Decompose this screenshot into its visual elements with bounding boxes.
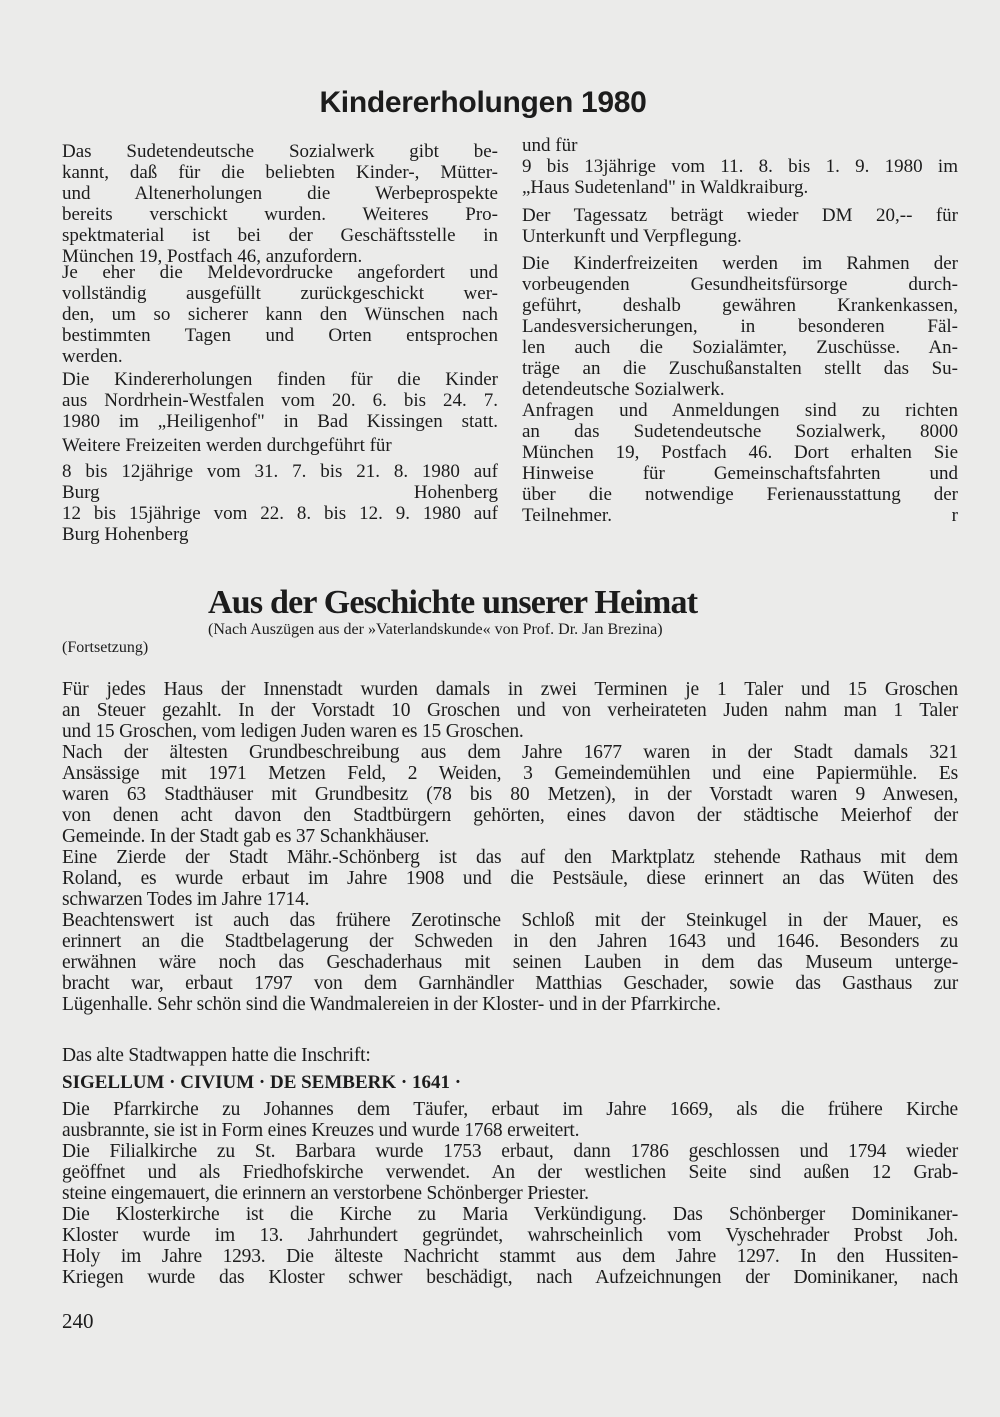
text-line: von denen acht davon den Stadtbürgern gehörten, eines davon der städtische Meierhof der	[62, 805, 958, 826]
text-line: Kriegen wurde das Kloster schwer beschädigt, nach Aufzeichnungen der Dominikaner, nach	[62, 1267, 958, 1288]
paragraph-lines	[62, 1141, 958, 1204]
text-line: geführt, deshalb gewähren Krankenkassen,	[522, 295, 958, 316]
text-line: bracht war, erbaut 1797 von dem Garnhändler Matthias Geschader, sowie das Gasthaus zur	[62, 973, 958, 994]
article-subtitle: (Nach Auszügen aus der »Vaterlandskunde« von Prof. Dr. Jan Brezina)	[208, 621, 663, 638]
text-line: Anfragen und Anmeldungen sind zu richten	[522, 400, 958, 421]
page-number: 240	[62, 1309, 94, 1333]
text-line: und für	[522, 135, 578, 156]
text-line: steine eingemauert, die erinnern an verstorbene Schönberger Priester.	[62, 1183, 589, 1204]
paragraph	[62, 369, 498, 432]
paragraph	[62, 435, 498, 456]
paragraph-lines	[62, 742, 958, 847]
text-line: detendeutsche Sozialwerk.	[522, 379, 725, 400]
text-line: Kloster wurde im 13. Jahrhundert gegründet, wahrscheinlich vom Vyschehrader Probst Joh.	[62, 1225, 958, 1246]
text-line: 1980 im „Heiligenhof" in Bad Kissingen statt.	[62, 411, 498, 432]
text-line: schwarzen Todes im Jahre 1714.	[62, 889, 310, 910]
text-line: len auch die Sozialämter, Zuschüsse. An-	[522, 337, 958, 358]
text-line: Beachtenswert ist auch das frühere Zerotinsche Schloß mit der Steinkugel in der Mauer, es	[62, 910, 958, 931]
text-line: Landesversicherungen, in besonderen Fäl-	[522, 316, 958, 337]
text-line: waren 63 Stadthäuser mit Grundbesitz (78 bis 80 Metzen), in der Vorstadt waren 9 Anwesen,	[62, 784, 958, 805]
paragraph	[62, 461, 498, 545]
text-line: Ansässige mit 1971 Metzen Feld, 2 Weiden, 3 Gemeindemühlen und eine Papiermühle. Es	[62, 763, 958, 784]
text-line: aus Nordrhein-Westfalen vom 20. 6. bis 24. 7.	[62, 390, 498, 411]
text-line: Hinweise für Gemeinschaftsfahrten und	[522, 463, 958, 484]
text-line: Weitere Freizeiten werden durchgeführt für	[62, 435, 392, 456]
paragraph	[62, 141, 498, 267]
paragraph-lines	[62, 847, 958, 910]
text-line: träge an die Zuschußanstalten stellt das Su-	[522, 358, 958, 379]
text-line: Die Klosterkirche ist die Kirche zu Maria Verkündigung. Das Schönberger Dominikaner-	[62, 1204, 958, 1225]
paragraph	[522, 400, 958, 526]
text-line: über die notwendige Ferienausstattung der	[522, 484, 958, 505]
paragraph-lines	[62, 1204, 958, 1288]
text-line: Burg Hohenberg	[62, 482, 498, 503]
paragraph	[62, 262, 498, 367]
coat-of-arms-inscription: SIGELLUM · CIVIUM · DE SEMBERK · 1641 ·	[62, 1072, 462, 1093]
continuation-label: (Fortsetzung)	[62, 639, 149, 656]
text-line: Teilnehmer. r	[522, 505, 958, 526]
text-line: Gemeinde. In der Stadt gab es 37 Schankhäuser.	[62, 826, 430, 847]
paragraph	[522, 205, 958, 247]
text-line: kannt, daß für die beliebten Kinder-, Mütter-	[62, 162, 498, 183]
text-line: spektmaterial ist bei der Geschäftsstelle in	[62, 225, 498, 246]
text-line: und Altenerholungen die Werbeprospekte	[62, 183, 498, 204]
text-line: vollständig ausgefüllt zurückgeschickt wer-	[62, 283, 498, 304]
paragraph	[522, 253, 958, 400]
text-line: Die Kindererholungen finden für die Kinder	[62, 369, 498, 390]
text-line: bestimmten Tagen und Orten entsprochen	[62, 325, 498, 346]
text-line: 8 bis 12jährige vom 31. 7. bis 21. 8. 1980 auf	[62, 461, 498, 482]
text-line: Der Tagessatz beträgt wieder DM 20,-- für	[522, 205, 958, 226]
text-line: erinnert an die Stadtbelagerung der Schweden in den Jahren 1643 und 1646. Besonders zu	[62, 931, 958, 952]
text-line: ausbrannte, sie ist in Form eines Kreuzes und wurde 1768 erweitert.	[62, 1120, 580, 1141]
text-line: Für jedes Haus der Innenstadt wurden damals in zwei Terminen je 1 Taler und 15 Groschen	[62, 679, 958, 700]
text-line: Das alte Stadtwappen hatte die Inschrift:	[62, 1045, 371, 1066]
text-line: Das Sudetendeutsche Sozialwerk gibt be-	[62, 141, 498, 162]
text-line: Die Kinderfreizeiten werden im Rahmen der	[522, 253, 958, 274]
text-line: vorbeugenden Gesundheitsfürsorge durch-	[522, 274, 958, 295]
text-line: Lügenhalle. Sehr schön sind die Wandmalereien in der Kloster- und in der Pfarrkirche.	[62, 994, 721, 1015]
text-line: 9 bis 13jährige vom 11. 8. bis 1. 9. 1980 im	[522, 156, 958, 177]
text-line: Die Pfarrkirche zu Johannes dem Täufer, erbaut im Jahre 1669, als die frühere Kirche	[62, 1099, 958, 1120]
text-line: den, um so sicherer kann den Wünschen nach	[62, 304, 498, 325]
paragraph-lines	[62, 679, 958, 742]
paragraph	[522, 135, 958, 198]
text-line: 12 bis 15jährige vom 22. 8. bis 12. 9. 1980 auf	[62, 503, 498, 524]
text-line: werden.	[62, 346, 123, 367]
text-line: Roland, es wurde erbaut im Jahre 1908 und die Pestsäule, diese erinnert an das Wüten des	[62, 868, 958, 889]
text-line: Burg Hohenberg	[62, 524, 189, 545]
text-line: erwähnen wäre noch das Geschaderhaus mit seinen Lauben in dem das Museum unterge-	[62, 952, 958, 973]
text-line: Nach der ältesten Grundbeschreibung aus dem Jahre 1677 waren in der Stadt damals 321	[62, 742, 958, 763]
text-line: Je eher die Meldevordrucke angefordert und	[62, 262, 498, 283]
text-line: Holy im Jahre 1293. Die älteste Nachricht stammt aus dem Jahre 1297. In den Hussiten-	[62, 1246, 958, 1267]
paragraph-lines	[62, 1045, 958, 1066]
text-line: bereits verschickt wurden. Weiteres Pro-	[62, 204, 498, 225]
text-line: München 19, Postfach 46, anzufordern.	[62, 246, 363, 267]
paragraph-lines	[62, 1099, 958, 1141]
text-line: geöffnet und als Friedhofskirche verwendet. An der westlichen Seite sind außen 12 Grab-	[62, 1162, 958, 1183]
text-line: Unterkunft und Verpflegung.	[522, 226, 742, 247]
text-line: an Steuer gezahlt. In der Vorstadt 10 Groschen und von verheirateten Juden nahm man 1 Taler	[62, 700, 958, 721]
text-line: und 15 Groschen, vom ledigen Juden waren es 15 Groschen.	[62, 721, 524, 742]
text-line: Die Filialkirche zu St. Barbara wurde 1753 erbaut, dann 1786 geschlossen und 1794 wieder	[62, 1141, 958, 1162]
article-title-geschichte: Aus der Geschichte unserer Heimat	[208, 584, 698, 621]
article-title-kindererholungen: Kindererholungen 1980	[319, 86, 647, 119]
text-line: „Haus Sudetenland" in Waldkraiburg.	[522, 177, 809, 198]
text-line: an das Sudetendeutsche Sozialwerk, 8000	[522, 421, 958, 442]
text-line: Eine Zierde der Stadt Mähr.-Schönberg ist das auf den Marktplatz stehende Rathaus mit dem	[62, 847, 958, 868]
paragraph-lines	[62, 910, 958, 1015]
text-line: München 19, Postfach 46. Dort erhalten Sie	[522, 442, 958, 463]
